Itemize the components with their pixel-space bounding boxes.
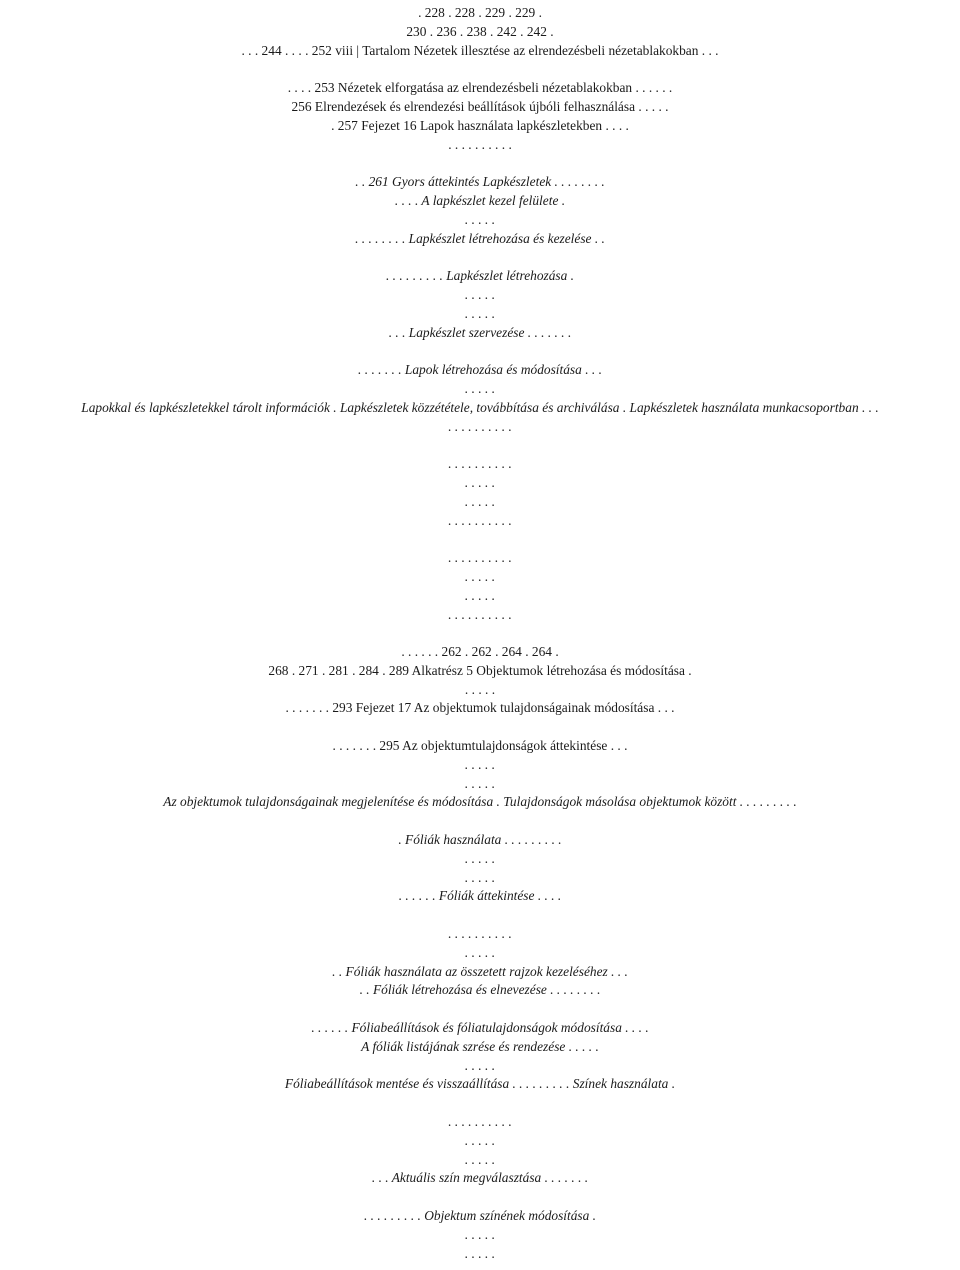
toc-line: . . . . . <box>464 305 496 321</box>
toc-line: . . . . . . Fóliák áttekintése . . . . <box>398 888 562 904</box>
toc-line: . . . . . . . 293 Fejezet 17 Az objektumok tulajdonságainak módosítása . . . <box>285 700 675 716</box>
toc-line: . . Fóliák létrehozása és elnevezése . . . . . . . . <box>359 982 601 998</box>
toc-line: . . . . . <box>464 1226 496 1242</box>
toc-line: . . . . . <box>464 568 496 584</box>
toc-line: . . . . . . . . Lapkészlet létrehozása és kezelése . . <box>355 230 605 246</box>
toc-line: . . . Lapkészlet szervezése . . . . . . . <box>388 324 572 340</box>
blank-line <box>0 436 960 455</box>
toc-line: . . . . . <box>464 211 496 227</box>
blank-line <box>0 624 960 643</box>
toc-line: . . . . . <box>464 775 496 791</box>
toc-line: . . . . . <box>464 944 496 960</box>
toc-line: . . . . . <box>464 869 496 885</box>
toc-line: . . . . . . . . . Lapkészlet létrehozása . <box>385 268 575 284</box>
toc-line: . . . . . <box>464 286 496 302</box>
toc-line: . 257 Fejezet 16 Lapok használata lapkészletekben . . . . <box>331 117 629 133</box>
toc-line: . . Fóliák használata az összetett rajzok kezeléséhez . . . <box>332 963 628 979</box>
toc-line: 230 . 236 . 238 . 242 . 242 . <box>406 23 554 39</box>
blank-line <box>0 812 960 831</box>
toc-line: . 228 . 228 . 229 . 229 . <box>418 5 542 20</box>
toc-line: 256 Elrendezések és elrendezési beállítások újbóli felhasználása . . . . . <box>291 98 669 114</box>
toc-line: . . . . . . . . . . <box>448 550 512 566</box>
toc-line: . . . . . . Fóliabeállítások és fóliatulajdonságok módosítása . . . . <box>311 1020 649 1036</box>
toc-line: . . . . . . . Lapok létrehozása és módosítása . . . <box>358 362 602 378</box>
toc-line: . . . . . <box>464 1151 496 1167</box>
toc-line: . . . 244 . . . . 252 viii | Tartalom Nézetek illesztése az elrendezésbeli nézetablakokban . . . <box>241 42 719 58</box>
toc-line: . . . . . <box>464 1245 496 1261</box>
toc-line: . . . . . <box>464 493 496 509</box>
toc-line: Fóliabeállítások mentése és visszaállítása . . . . . . . . . Színek használata . <box>284 1076 676 1092</box>
toc-line: . . . . . <box>464 756 496 772</box>
toc-line: . . . . . <box>464 474 496 490</box>
blank-line <box>0 342 960 361</box>
blank-line <box>0 718 960 737</box>
toc-line: . . . . . . . . . . <box>448 418 512 434</box>
toc-line: . . . . . <box>464 380 496 396</box>
toc-line: . . . . . . . . . . <box>448 456 512 472</box>
toc-line: . . . . . <box>464 681 496 697</box>
toc-line: . Fóliák használata . . . . . . . . . <box>398 832 562 848</box>
toc-line: Az objektumok tulajdonságainak megjelenítése és módosítása . Tulajdonságok másolása objektumok között . . . . . . . . . <box>163 794 797 810</box>
toc-line: Lapokkal és lapkészletekkel tárolt információk . Lapkészletek közzététele, továbbítása és archiválása . Lapkészletek használata munkacsoportban . . . <box>81 399 879 415</box>
blank-line <box>0 1000 960 1019</box>
blank-line <box>0 1094 960 1113</box>
blank-line <box>0 906 960 925</box>
toc-line: . . . . . <box>464 1132 496 1148</box>
toc-line: . . . . . <box>464 1057 496 1073</box>
toc-line: . . . . . <box>464 587 496 603</box>
toc-line: . . . . . . . . . . <box>448 1114 512 1130</box>
blank-line <box>0 248 960 267</box>
toc-line: . . . . 253 Nézetek elforgatása az elrendezésbeli nézetablakokban . . . . . . <box>287 80 673 96</box>
toc-line: . . . . . <box>464 850 496 866</box>
toc-line: . . . . A lapkészlet kezel felülete . <box>394 192 566 208</box>
blank-line <box>0 1188 960 1207</box>
blank-line <box>0 154 960 173</box>
toc-line: . . . . . . . . . . <box>448 926 512 942</box>
blank-line <box>0 60 960 79</box>
table-of-contents <box>0 4 960 1263</box>
toc-line: A fóliák listájának szrése és rendezése . . . . . <box>361 1038 599 1054</box>
toc-line: . . . Aktuális szín megválasztása . . . . . . . <box>371 1170 589 1186</box>
toc-line: 268 . 271 . 281 . 284 . 289 Alkatrész 5 Objektumok létrehozása és módosítása . <box>268 662 692 678</box>
blank-line <box>0 530 960 549</box>
toc-line: . . . . . . 262 . 262 . 264 . 264 . <box>401 644 559 660</box>
toc-line: . . . . . . . . . . <box>448 512 512 528</box>
toc-line: . . . . . . . 295 Az objektumtulajdonságok áttekintése . . . <box>332 738 628 754</box>
toc-line: . . . . . . . . . . <box>448 606 512 622</box>
toc-line: . . 261 Gyors áttekintés Lapkészletek . . . . . . . . <box>355 174 605 190</box>
toc-line: . . . . . . . . . Objektum színének módosítása . <box>363 1208 597 1223</box>
toc-line: . . . . . . . . . . <box>448 136 512 152</box>
